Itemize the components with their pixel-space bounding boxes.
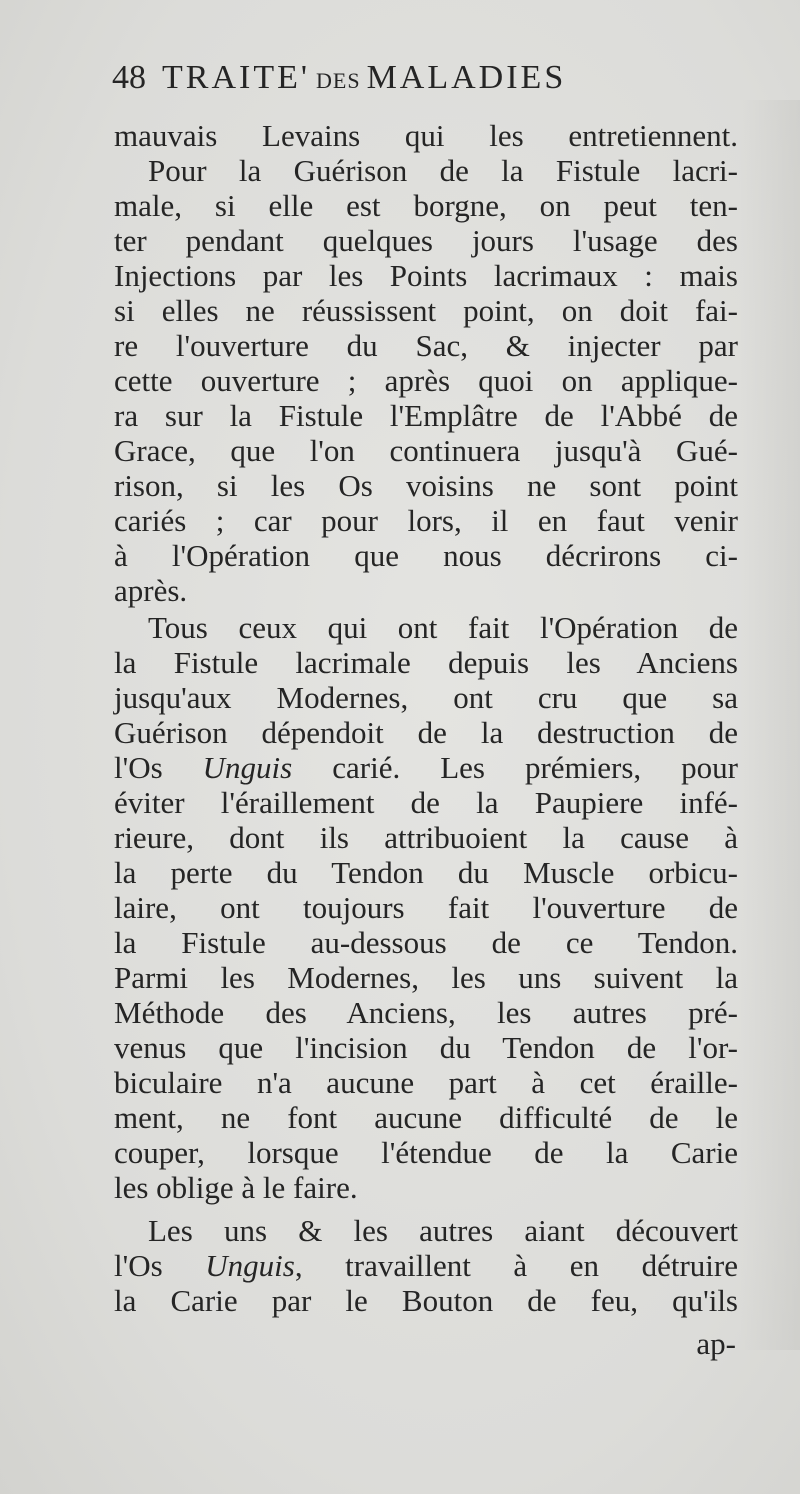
text-line: laire, ont toujours fait l'ouverture de bbox=[114, 890, 738, 925]
text-line: rieure, dont ils attribuoient la cause à bbox=[114, 820, 738, 855]
text-line: ter pendant quelques jours l'usage des bbox=[114, 223, 738, 258]
header-title-part2: MALADIES bbox=[366, 59, 567, 96]
text-line: Les uns & les autres aiant découvert bbox=[148, 1213, 738, 1248]
header-title-des: DES bbox=[316, 68, 361, 93]
italic-term: Unguis bbox=[202, 750, 293, 785]
text-line: Grace, que l'on continuera jusqu'à Gué- bbox=[114, 433, 738, 468]
text-line: si elles ne réussissent point, on doit fai- bbox=[114, 293, 738, 328]
text-line: ment, ne font aucune difficulté de le bbox=[114, 1100, 738, 1135]
text-line: venus que l'incision du Tendon de l'or- bbox=[114, 1030, 738, 1065]
text-line: couper, lorsque l'étendue de la Carie bbox=[114, 1135, 738, 1170]
italic-term: Unguis bbox=[205, 1248, 295, 1283]
text-line: biculaire n'a aucune part à cet éraille- bbox=[114, 1065, 738, 1100]
text-line: cariés ; car pour lors, il en faut venir bbox=[114, 503, 738, 538]
header-title-part1: TRAITE' bbox=[162, 59, 310, 96]
text-line: la Carie par le Bouton de feu, qu'ils bbox=[114, 1283, 738, 1318]
text-line: Pour la Guérison de la Fistule lacri- bbox=[148, 153, 738, 188]
text-line: l'Os Unguis carié. Les prémiers, pour bbox=[114, 750, 738, 785]
text-line: ra sur la Fistule l'Emplâtre de l'Abbé de bbox=[114, 398, 738, 433]
text-line: les oblige à le faire. bbox=[114, 1170, 358, 1205]
running-header bbox=[112, 56, 712, 100]
text-line: cette ouverture ; après quoi on applique- bbox=[114, 363, 738, 398]
text-line: jusqu'aux Modernes, ont cru que sa bbox=[114, 680, 738, 715]
text-line: re l'ouverture du Sac, & injecter par bbox=[114, 328, 738, 363]
text-line: à l'Opération que nous décrirons ci- bbox=[114, 538, 738, 573]
text-line: éviter l'éraillement de la Paupiere infé- bbox=[114, 785, 738, 820]
page-number: 48 bbox=[112, 59, 146, 96]
catchword: ap- bbox=[696, 1326, 736, 1361]
text-line: Guérison dépendoit de la destruction de bbox=[114, 715, 738, 750]
text-line: l'Os Unguis, travaillent à en détruire bbox=[114, 1248, 739, 1283]
text-line: Tous ceux qui ont fait l'Opération de bbox=[148, 610, 738, 645]
text-line: Parmi les Modernes, les uns suivent la bbox=[114, 960, 738, 995]
text-line: la Fistule au-dessous de ce Tendon. bbox=[114, 925, 738, 960]
text-line: male, si elle est borgne, on peut ten- bbox=[114, 188, 738, 223]
text-line: Injections par les Points lacrimaux : mais bbox=[114, 258, 738, 293]
text-line: la perte du Tendon du Muscle orbicu- bbox=[114, 855, 738, 890]
text-line: après. bbox=[114, 573, 188, 608]
facing-page-bleed bbox=[740, 100, 800, 1350]
text-line: rison, si les Os voisins ne sont point bbox=[114, 468, 738, 503]
text-line: Méthode des Anciens, les autres pré- bbox=[114, 995, 738, 1030]
text-line: la Fistule lacrimale depuis les Anciens bbox=[114, 645, 738, 680]
text-line: mauvais Levains qui les entretiennent. bbox=[114, 118, 738, 153]
